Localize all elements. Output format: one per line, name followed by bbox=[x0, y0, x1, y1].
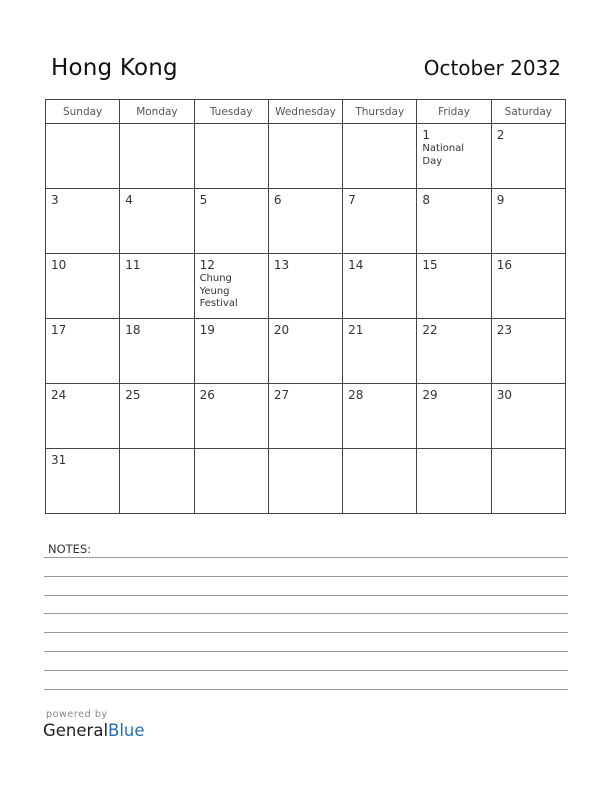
day-cell bbox=[46, 124, 120, 189]
day-cell bbox=[194, 124, 268, 189]
day-cell bbox=[46, 254, 120, 319]
day-cell bbox=[194, 449, 268, 514]
month-year-title: October 2032 bbox=[423, 56, 561, 80]
day-cell bbox=[46, 449, 120, 514]
day-number: 3 bbox=[51, 193, 59, 207]
day-cell bbox=[417, 124, 491, 189]
day-number: 21 bbox=[348, 323, 364, 337]
notes-line bbox=[44, 613, 568, 614]
day-number: 26 bbox=[199, 388, 215, 402]
holiday-label: National Day bbox=[422, 143, 465, 167]
day-number: 22 bbox=[422, 323, 438, 337]
day-number: 6 bbox=[273, 193, 282, 207]
day-cell bbox=[194, 384, 268, 449]
day-cell bbox=[417, 319, 491, 384]
day-number: 11 bbox=[125, 258, 141, 272]
day-number: 16 bbox=[496, 258, 512, 272]
notes-line bbox=[44, 632, 568, 633]
day-cell bbox=[491, 189, 565, 254]
day-cell bbox=[343, 124, 417, 189]
day-cell bbox=[268, 449, 342, 514]
week-row-3 bbox=[46, 254, 566, 319]
day-number: 7 bbox=[348, 193, 356, 207]
notes-line bbox=[44, 595, 568, 596]
calendar-grid bbox=[45, 99, 566, 514]
day-cell bbox=[417, 384, 491, 449]
day-number: 20 bbox=[273, 323, 290, 337]
day-cell bbox=[268, 384, 342, 449]
day-cell bbox=[194, 319, 268, 384]
day-number: 2 bbox=[496, 128, 505, 142]
day-number: 23 bbox=[496, 323, 512, 337]
day-number: 18 bbox=[125, 323, 141, 337]
weekday-tuesday: Tuesday bbox=[194, 100, 268, 124]
day-number: 4 bbox=[125, 193, 133, 207]
day-cell bbox=[120, 449, 194, 514]
day-cell bbox=[194, 189, 268, 254]
brand-general: General bbox=[43, 721, 109, 740]
day-number: 28 bbox=[348, 388, 364, 402]
day-number: 31 bbox=[51, 453, 67, 467]
day-cell bbox=[268, 319, 342, 384]
day-cell bbox=[343, 449, 417, 514]
day-number: 19 bbox=[199, 323, 215, 337]
day-cell bbox=[343, 189, 417, 254]
weekday-sunday: Sunday bbox=[46, 100, 120, 124]
day-cell bbox=[120, 254, 194, 319]
day-cell bbox=[491, 449, 565, 514]
day-cell bbox=[268, 254, 342, 319]
week-row-2 bbox=[46, 189, 566, 254]
weekday-friday: Friday bbox=[417, 100, 491, 124]
weekday-thursday: Thursday bbox=[343, 100, 417, 124]
day-cell bbox=[491, 384, 565, 449]
day-cell bbox=[491, 254, 565, 319]
week-row-1 bbox=[46, 124, 566, 189]
powered-by-text: powered by bbox=[46, 709, 108, 720]
holiday-label: Chung Yeung Festival bbox=[199, 273, 238, 309]
day-cell bbox=[343, 319, 417, 384]
day-number: 27 bbox=[273, 388, 290, 402]
day-cell bbox=[46, 384, 120, 449]
day-cell bbox=[46, 189, 120, 254]
day-cell bbox=[120, 384, 194, 449]
day-cell bbox=[194, 254, 268, 319]
day-cell bbox=[268, 124, 342, 189]
notes-line bbox=[44, 576, 568, 577]
week-row-6 bbox=[46, 449, 566, 514]
day-number: 15 bbox=[422, 258, 438, 272]
day-number: 5 bbox=[199, 193, 208, 207]
day-number: 1 bbox=[422, 128, 431, 142]
notes-label: NOTES: bbox=[48, 542, 92, 556]
day-cell bbox=[120, 124, 194, 189]
day-cell bbox=[268, 189, 342, 254]
weekday-header-row bbox=[46, 100, 566, 124]
day-cell bbox=[417, 449, 491, 514]
day-number: 8 bbox=[422, 193, 431, 207]
day-cell bbox=[343, 254, 417, 319]
day-cell bbox=[46, 319, 120, 384]
notes-line bbox=[44, 689, 568, 690]
day-cell bbox=[120, 319, 194, 384]
day-number: 14 bbox=[348, 258, 364, 272]
weekday-saturday: Saturday bbox=[491, 100, 565, 124]
day-cell bbox=[491, 124, 565, 189]
day-cell bbox=[417, 254, 491, 319]
day-number: 9 bbox=[496, 193, 505, 207]
notes-line bbox=[44, 557, 568, 558]
weekday-monday: Monday bbox=[120, 100, 194, 124]
day-number: 17 bbox=[51, 323, 67, 337]
generalblue-logo[interactable] bbox=[43, 721, 145, 740]
day-number: 30 bbox=[496, 388, 512, 402]
day-number: 24 bbox=[51, 388, 67, 402]
day-cell bbox=[120, 189, 194, 254]
week-row-4 bbox=[46, 319, 566, 384]
brand-blue: Blue bbox=[108, 721, 145, 740]
day-number: 10 bbox=[51, 258, 67, 272]
country-title: Hong Kong bbox=[51, 55, 178, 81]
day-cell bbox=[417, 189, 491, 254]
notes-line bbox=[44, 670, 568, 671]
notes-line bbox=[44, 651, 568, 652]
day-number: 12 bbox=[199, 258, 215, 272]
day-number: 29 bbox=[422, 388, 438, 402]
weekday-wednesday: Wednesday bbox=[268, 100, 342, 124]
week-row-5 bbox=[46, 384, 566, 449]
day-number: 13 bbox=[273, 258, 290, 272]
day-cell bbox=[343, 384, 417, 449]
day-cell bbox=[491, 319, 565, 384]
day-number: 25 bbox=[125, 388, 141, 402]
